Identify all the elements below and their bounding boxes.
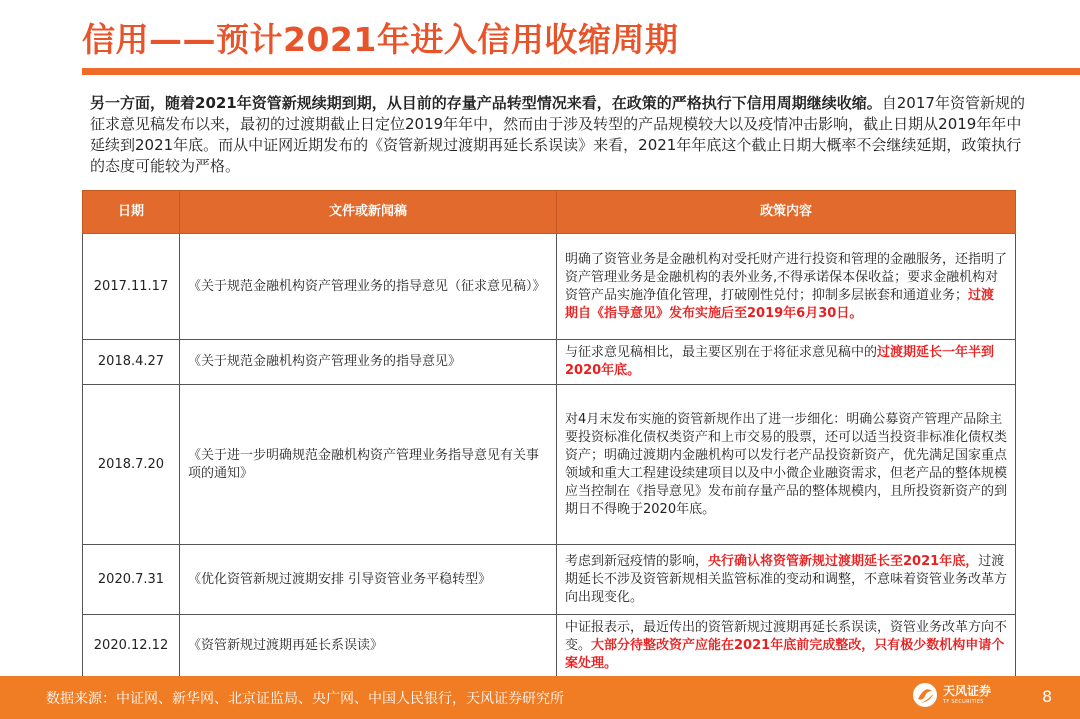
row-content [557, 545, 1016, 615]
policy-table [82, 190, 1016, 678]
header-date: 日期 [83, 191, 180, 234]
footer-bar [0, 676, 1080, 719]
row-date: 2018.7.20 [83, 385, 180, 545]
row-document: 《关于规范金融机构资产管理业务的指导意见》 [180, 340, 557, 385]
table-row [83, 385, 1016, 545]
data-source: 数据来源：中证网、新华网、北京证监局、央广网、中国人民银行，天风证券研究所 [46, 691, 564, 707]
intro-paragraph [90, 93, 1025, 177]
content-highlight: 过渡期延长一年半到2020年底。 [565, 345, 995, 378]
row-date: 2017.11.17 [83, 234, 180, 340]
row-content [557, 340, 1016, 385]
logo-subtitle: TF SECURITIES [943, 699, 984, 705]
header-document: 文件或新闻稿 [180, 191, 557, 234]
row-date: 2020.7.31 [83, 545, 180, 615]
row-content [557, 385, 1016, 545]
content-text: 与征求意见稿相比，最主要区别在于将征求意见稿中的 [565, 345, 878, 360]
content-after: 过渡期延长不涉及资管新规相关监管标准的变动和调整，不意味着资管业务改革方向出现变化。 [565, 553, 1008, 605]
logo-text [943, 684, 991, 706]
row-document: 《关于规范金融机构资产管理业务的指导意见（征求意见稿）》 [180, 234, 557, 340]
intro-rest: 自2017年资管新规的征求意见稿发布以来，最初的过渡期截止日定位2019年年中，然而由于涉及转型的产品规模较大以及疫情冲击影响，截止日期从2019年年中延续到2021年底。而从中证网近期发布的《资管新规过渡期再延长系误读》来看，2021年年底这个截止日期大概率不会继续延期，政策执行的态度可能较为严格。 [90, 94, 1025, 175]
company-logo [912, 682, 991, 708]
content-highlight: 过渡期自《指导意见》发布实施后至2019年6月30日。 [565, 287, 995, 321]
title-rule [82, 68, 1080, 75]
table-row [83, 340, 1016, 385]
content-highlight: 央行确认将资管新规过渡期延长至2021年底， [708, 553, 979, 569]
logo-name: 天风证券 [943, 684, 992, 698]
table-row [83, 234, 1016, 340]
row-content [557, 615, 1016, 678]
row-document: 《优化资管新规过渡期安排 引导资管业务平稳转型》 [180, 545, 557, 615]
page-number: 8 [1042, 687, 1053, 706]
page-title: 信用——预计2021年进入信用收缩周期 [82, 20, 679, 59]
row-date: 2020.12.12 [83, 615, 180, 678]
row-document: 《关于进一步明确规范金融机构资产管理业务指导意见有关事项的通知》 [180, 385, 557, 545]
row-document: 《资管新规过渡期再延长系误读》 [180, 615, 557, 678]
content-text: 明确了资管业务是金融机构对受托财产进行投资和管理的金融服务，还指明了资产管理业务是金融机构的表外业务,不得承诺保本保收益；要求金融机构对资管产品实施净值化管理，打破刚性兑付；抑制多层嵌套和通道业务； [565, 251, 1008, 303]
content-text: 对4月末发布实施的资管新规作出了进一步细化：明确公募资产管理产品除主要投资标准化债权类资产和上市交易的股票，还可以适当投资非标准化债权类资产；明确过渡期内金融机构可以发行老产品投资新资产，优先满足国家重点领域和重大工程建设续建项目以及中小微企业融资需求，但老产品的整体规模应当控制在《指导意见》发布前存量产品的整体规模内，且所投资新资产的到期日不得晚于2020年底。 [565, 411, 1008, 517]
header-content: 政策内容 [557, 191, 1016, 234]
row-date: 2018.4.27 [83, 340, 180, 385]
logo-mark-icon [912, 682, 938, 708]
content-highlight: 大部分待整改资产应能在2021年底前完成整改，只有极少数机构申请个案处理。 [565, 638, 1005, 671]
table-header-row [83, 191, 1016, 234]
content-text: 考虑到新冠疫情的影响， [565, 553, 709, 569]
table-row [83, 615, 1016, 678]
row-content [557, 234, 1016, 340]
table-row [83, 545, 1016, 615]
intro-bold: 另一方面，随着2021年资管新规续期到期，从目前的存量产品转型情况来看，在政策的严格执行下信用周期继续收缩。 [90, 94, 882, 112]
content-text: 中证报表示，最近传出的资管新规过渡期再延长系误读，资管业务改革方向不变。 [565, 620, 1008, 653]
